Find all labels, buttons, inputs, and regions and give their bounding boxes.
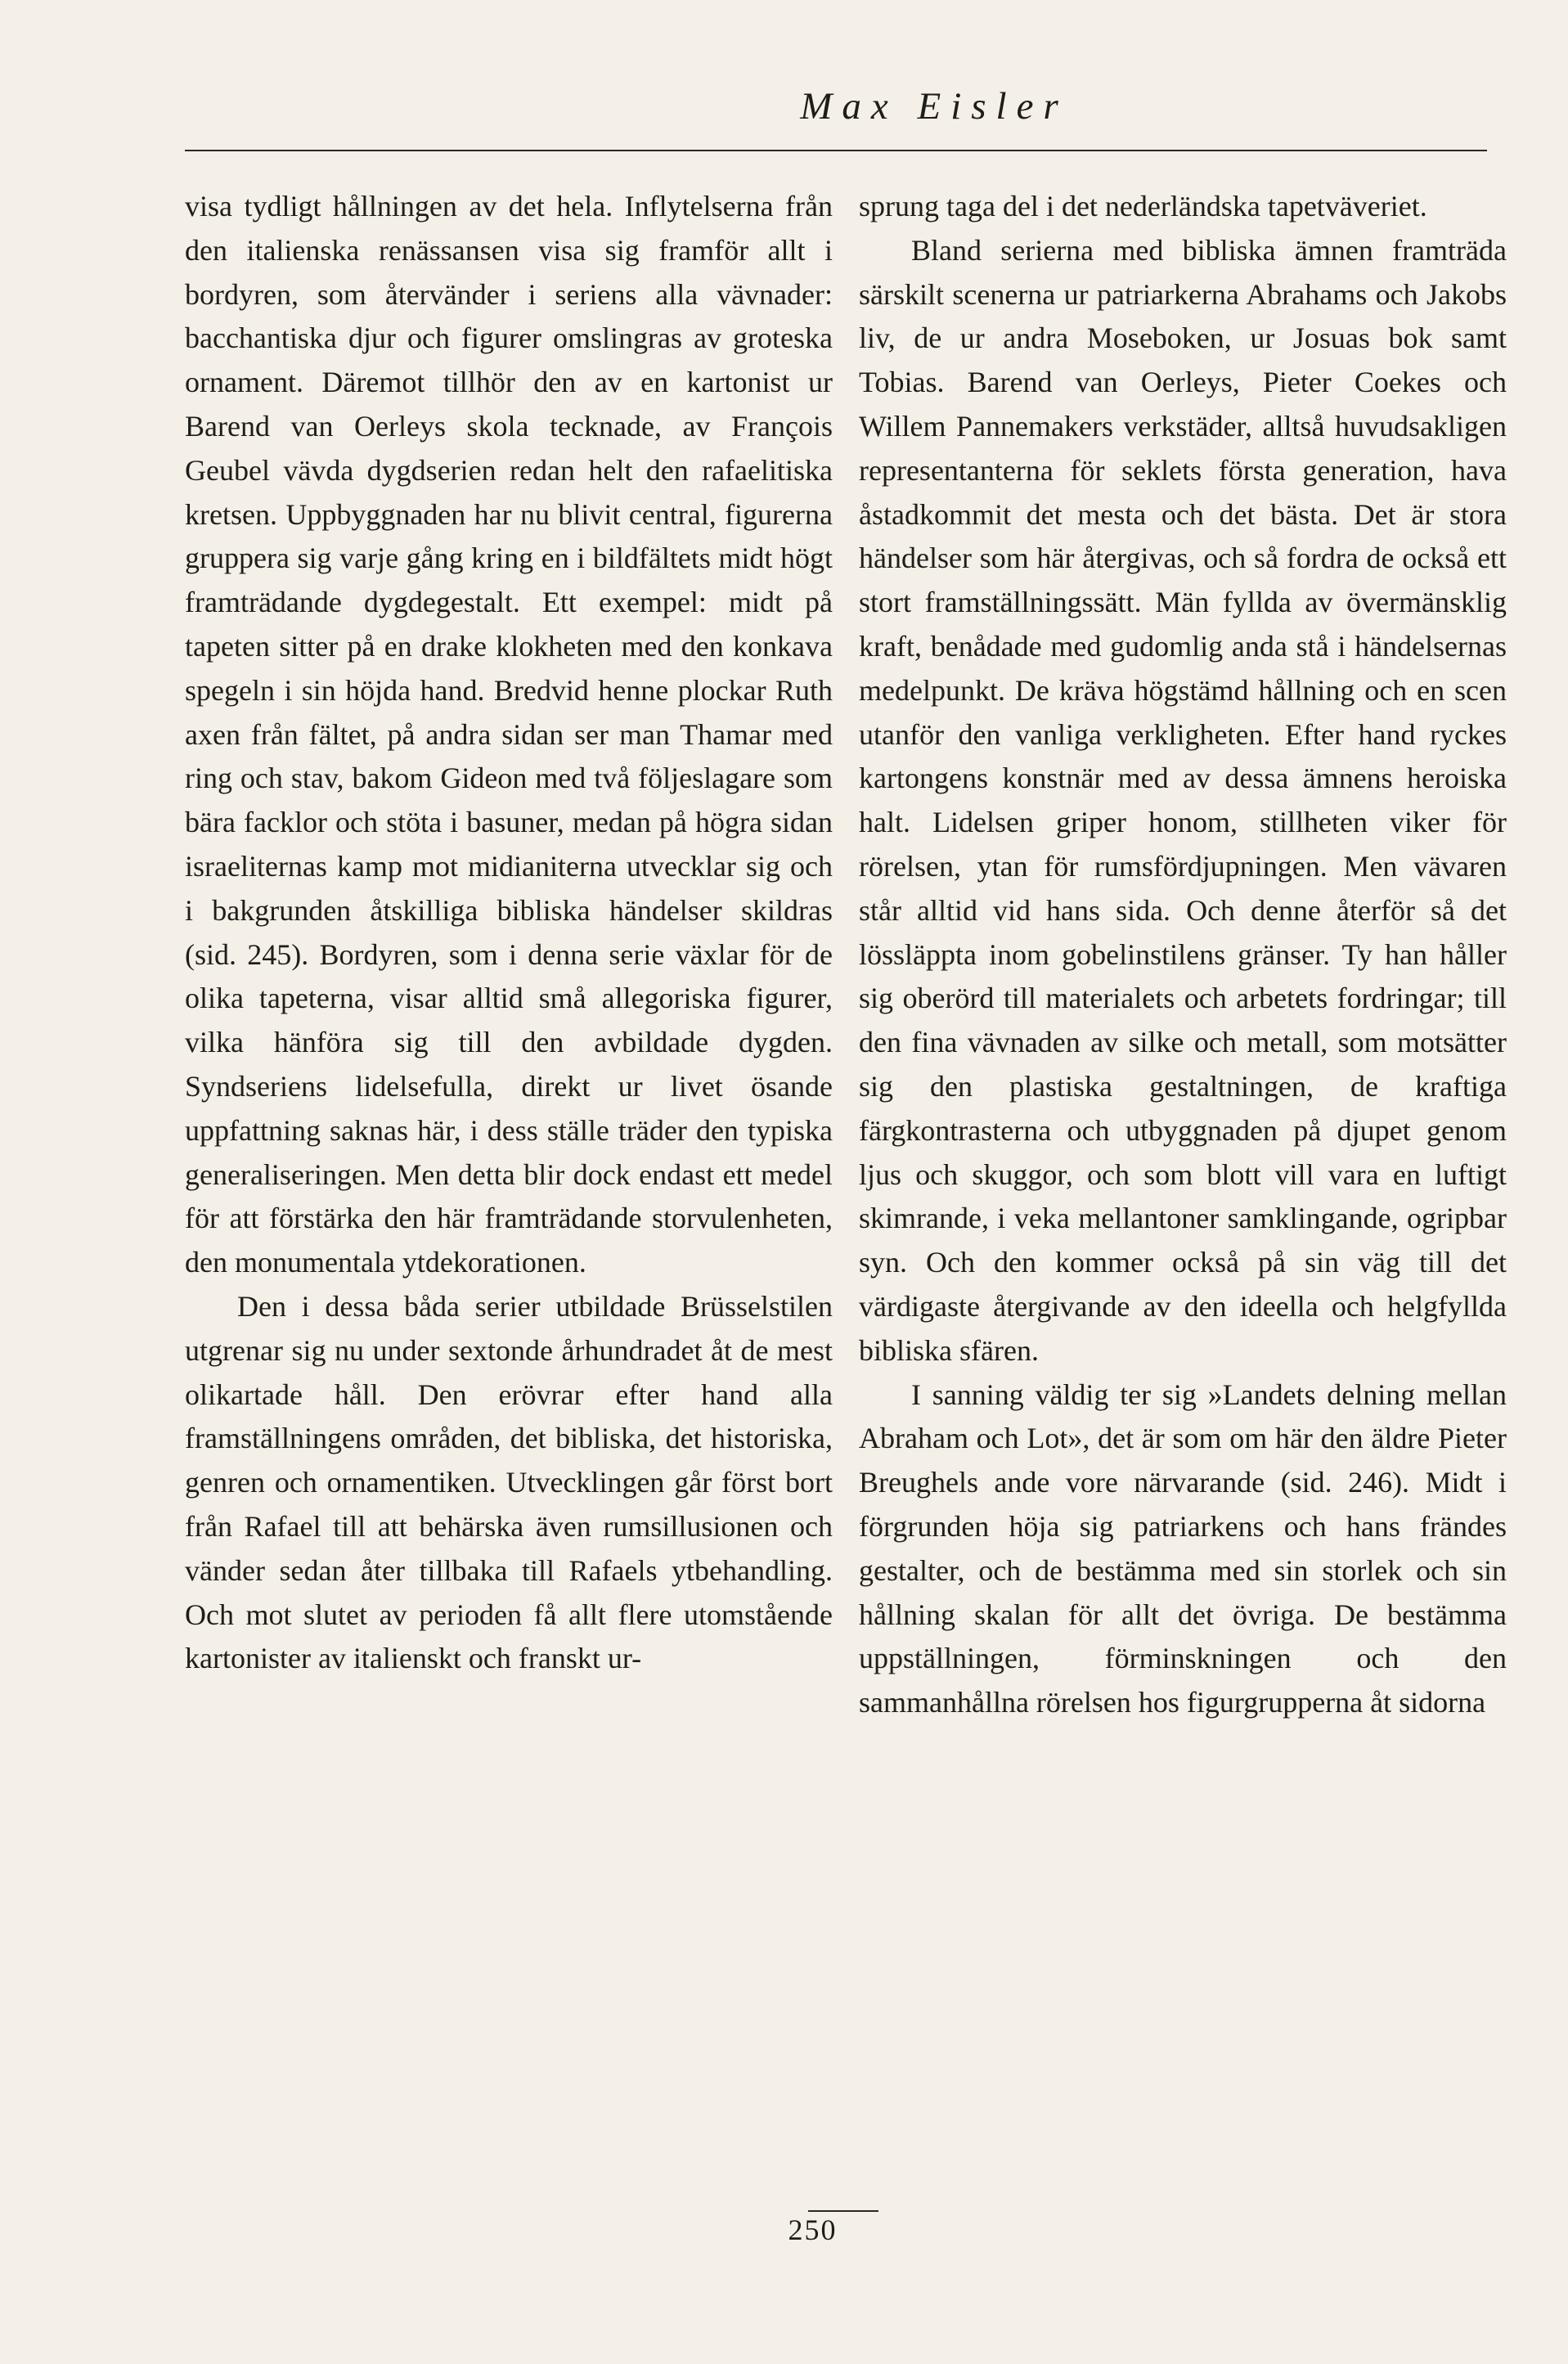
header-rule [185, 150, 1487, 151]
paragraph-left-1: visa tydligt hållningen av det hela. Inflytelserna från den italienska renässansen visa sig framför allt i bordyren, som återvänder i seriens alla vävnader: bacchantiska djur och figurer omslingras av groteska ornament. Däremot tillhör den av en kartonist ur Barend van Oerleys skola tecknade, av François Geubel vävda dygdserien redan helt den rafaelitiska kretsen. Uppbyggnaden har nu blivit central, figurerna gruppera sig varje gång kring en i bildfältets midt högt framträdande dygdegestalt. Ett exempel: midt på tapeten sitter på en drake klokheten med den konkava spegeln i sin höjda hand. Bredvid henne plockar Ruth axen från fältet, på andra sidan ser man Thamar med ring och stav, bakom Gideon med två följeslagare som bära facklor och stöta i basuner, medan på högra sidan israeliternas kamp mot midianiterna utvecklar sig och i bakgrunden åtskilliga bibliska händelser skildras (sid. 245). Bordyren, som i denna serie växlar för de olika tapeterna, visar alltid små allegoriska figurer, vilka hänföra sig till den avbildade dygden. Syndseriens lidelsefulla, direkt ur livet ösande uppfattning saknas här, i dess ställe träder den typiska generaliseringen. Men detta blir dock endast ett medel för att förstärka den här framträdande storvulenheten, den monumentala ytdekorationen. [185, 190, 833, 1279]
page-footer [0, 2210, 1568, 2248]
running-header [185, 82, 1487, 149]
paragraph-right-1: sprung taga del i det nederländska tapetväveriet. [859, 190, 1427, 222]
paragraph-right-3: I sanning väldig ter sig »Landets delning mellan Abraham och Lot», det är som om här den äldre Pieter Breughels ande vore närvarande (sid. 246). Midt i förgrunden höja sig patriarkens och hans frändes gestalter, och de bestämma med sin storlek och sin hållning skalan för allt det övriga. De bestämma uppställningen, förminskningen och den sammanhållna rörelsen hos figurgrupperna åt sidorna [859, 1378, 1507, 1719]
paragraph-right-2: Bland serierna med bibliska ämnen framträda särskilt scenerna ur patriarkerna Abrahams och Jakobs liv, de ur andra Moseboken, ur Josuas bok samt Tobias. Barend van Oerleys, Pieter Coekes och Willem Pannemakers verkstäder, alltså huvudsakligen representanterna för seklets första generation, hava åstadkommit det mesta och det bästa. Det är stora händelser som här återgivas, och så fordra de också ett stort framställningssätt. Män fyllda av övermänsklig kraft, benådade med gudomlig anda stå i händelsernas medelpunkt. De kräva högstämd hållning och en scen utanför den vanliga verkligheten. Efter hand ryckes kartongens konstnär med av dessa ämnens heroiska halt. Lidelsen griper honom, stillheten viker för rörelsen, ytan för rumsfördjupningen. Men vävaren står alltid vid hans sida. Och denne återför så det lössläppta inom gobelinstilens gränser. Ty han håller sig oberörd till materialets och arbetets fordringar; till den fina vävnaden av silke och metall, som motsätter sig den plastiska gestaltningen, de kraftiga färgkontrasterna och utbyggnaden på djupet genom ljus och skuggor, och som blott vill vara en luftigt skimrande, i veka mellantoner samklingande, ogripbar syn. Och den kommer också på sin väg till det värdigaste återgivande av den ideella och helgfyllda bibliska sfären. [859, 233, 1507, 1367]
running-head-author: Max Eisler [800, 85, 1068, 128]
page-number: 250 [788, 2213, 838, 2246]
paragraph-left-2: Den i dessa båda serier utbildade Brüsselstilen utgrenar sig nu under sextonde århundradet åt de mest olikartade håll. Den erövrar efter hand alla framställningens områden, det bibliska, det historiska, genren och ornamentiken. Utvecklingen går först bort från Rafael till att behärska även rumsillusionen och vänder sedan åter tillbaka till Rafaels ytbehandling. Och mot slutet av perioden få allt flere utomstående kartonister av italienskt och franskt ur- [185, 1289, 833, 1675]
text-column-right [859, 185, 1507, 1725]
text-column-left [185, 185, 833, 1681]
